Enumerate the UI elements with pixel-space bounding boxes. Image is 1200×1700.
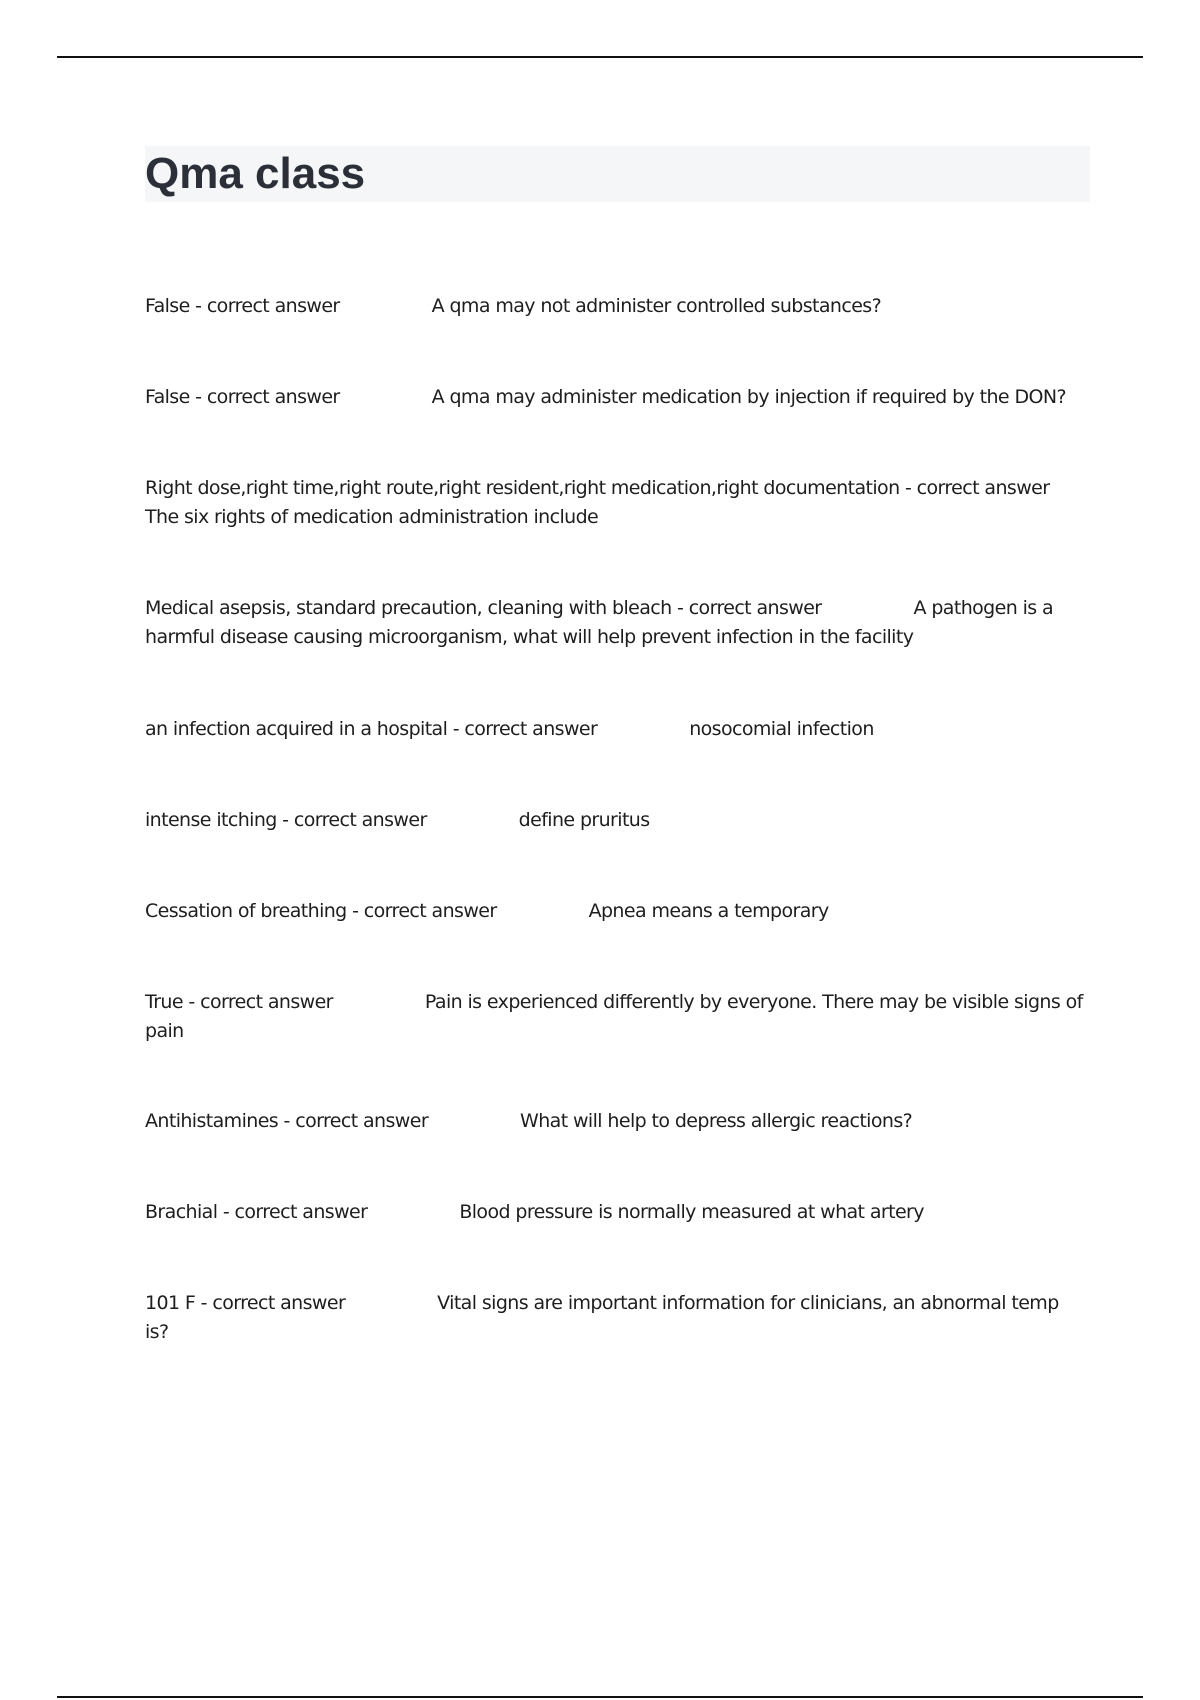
card-answer: 101 F - correct answer: [145, 1292, 346, 1314]
flashcard: [145, 1289, 1085, 1347]
card-answer: Cessation of breathing - correct answer: [145, 900, 497, 922]
card-answer: Medical asepsis, standard precaution, cleaning with bleach - correct answer: [145, 597, 822, 619]
page-title: Qma class: [145, 149, 366, 198]
card-answer: Antihistamines - correct answer: [145, 1110, 429, 1132]
flashcard: [145, 383, 1085, 412]
card-answer: False - correct answer: [145, 386, 340, 408]
top-rule: [57, 56, 1143, 58]
flashcard: [145, 1198, 1085, 1227]
card-question: A qma may not administer controlled substances?: [431, 295, 882, 317]
card-question: Apnea means a temporary: [588, 900, 829, 922]
card-answer: False - correct answer: [145, 295, 340, 317]
card-question: define pruritus: [518, 809, 650, 831]
card-answer: intense itching - correct answer: [145, 809, 427, 831]
title-band: [145, 146, 1090, 202]
card-question: A qma may administer medication by injection if required by the DON?: [431, 386, 1066, 408]
flashcard: [145, 897, 1085, 926]
card-question: Pain is experienced differently by everyone. There may be visible signs of pain: [145, 991, 1083, 1042]
flashcard: [145, 1107, 1085, 1136]
card-question: The six rights of medication administration include: [145, 506, 599, 528]
card-question: A pathogen is a harmful disease causing microorganism, what will help prevent infection in the facility: [145, 597, 1054, 648]
card-question: Blood pressure is normally measured at what artery: [459, 1201, 924, 1223]
flashcard: [145, 474, 1085, 532]
card-question: nosocomial infection: [689, 718, 874, 740]
flashcard: [145, 988, 1085, 1046]
card-answer: Brachial - correct answer: [145, 1201, 368, 1223]
card-question: Vital signs are important information for clinicians, an abnormal temp is?: [145, 1292, 1059, 1343]
flashcard: [145, 292, 1085, 321]
flashcard: [145, 715, 1085, 744]
card-answer: an infection acquired in a hospital - correct answer: [145, 718, 598, 740]
bottom-rule: [57, 1696, 1143, 1698]
card-answer: Right dose,right time,right route,right resident,right medication,right documentation - correct answer: [145, 477, 1050, 499]
flashcard: [145, 594, 1085, 652]
card-answer: True - correct answer: [145, 991, 333, 1013]
card-question: What will help to depress allergic reactions?: [520, 1110, 913, 1132]
flashcard: [145, 806, 1085, 835]
